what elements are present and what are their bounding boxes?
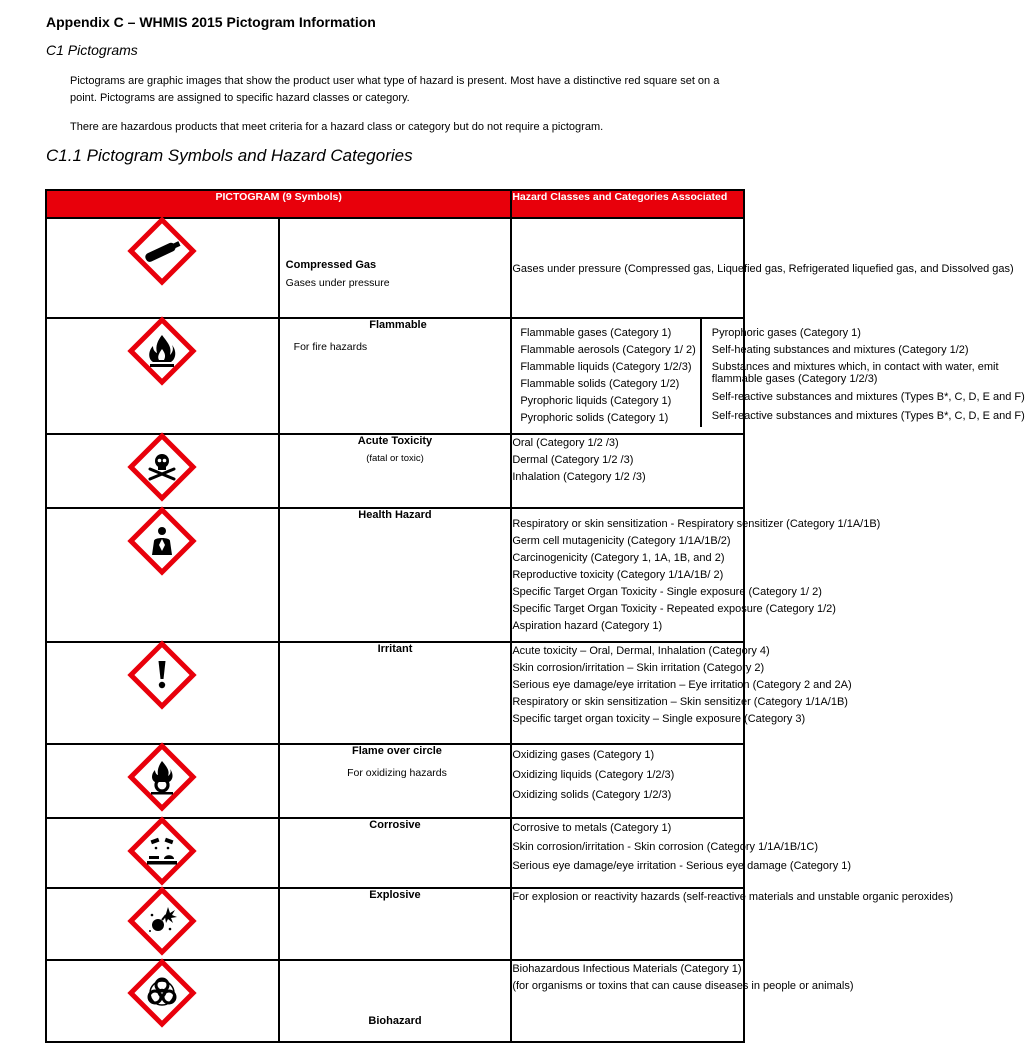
pictogram-name: Biohazard: [368, 1015, 422, 1027]
pictogram-subtitle: For fire hazards: [293, 341, 368, 353]
pictogram-name: Flame over circle: [352, 745, 442, 757]
pictogram-name-cell: [279, 960, 512, 1042]
hazard-category-line: Specific target organ toxicity – Single exposure (Category 3): [512, 713, 806, 725]
health-hazard-icon: [46, 508, 279, 642]
hazard-category-line: Serious eye damage/eye irritation – Eye irritation (Category 2 and 2A): [512, 679, 852, 691]
hazard-categories-cell: [511, 642, 852, 744]
pictogram-name: Acute Toxicity: [357, 435, 433, 447]
hazard-category-line: Acute toxicity – Oral, Dermal, Inhalation (Category 4): [512, 645, 770, 657]
hazard-category-line: Gases under pressure (Compressed gas, Liquefied gas, Refrigerated liquefied gas, and Dissolved gas): [512, 263, 1014, 275]
pictogram-name-cell: [279, 318, 512, 434]
hazard-category-line: Specific Target Organ Toxicity - Single exposure (Category 1/ 2): [512, 586, 822, 598]
table-row: [46, 888, 744, 960]
hazard-category-line: Germ cell mutagenicity (Category 1/1A/1B/2): [512, 535, 731, 547]
flame-over-circle-icon: [46, 744, 279, 818]
hazard-category-line: (for organisms or toxins that can cause diseases in people or animals): [512, 980, 854, 992]
corrosion-icon: [46, 818, 279, 888]
document-title: Appendix C – WHMIS 2015 Pictogram Information: [46, 14, 376, 30]
hazard-category-line: Skin corrosion/irritation – Skin irritation (Category 2): [512, 662, 765, 674]
table-row: [46, 960, 744, 1042]
hazard-category-line: Self-reactive substances and mixtures (Types B*, C, D, E and F): [711, 410, 1025, 422]
hazard-category-line: Aspiration hazard (Category 1): [512, 620, 663, 632]
hazard-category-line: Self-reactive substances and mixtures (Types B*, C, D, E and F): [711, 391, 1025, 403]
hazard-category-line: Corrosive to metals (Category 1): [512, 822, 672, 834]
table-row: [46, 218, 744, 318]
pictogram-name: Flammable: [369, 319, 427, 331]
hazard-category-line: Biohazardous Infectious Materials (Category 1): [512, 963, 742, 975]
table-row: [46, 642, 744, 744]
hazard-category-line: Self-heating substances and mixtures (Category 1/2): [711, 344, 969, 356]
header-pictogram: PICTOGRAM (9 Symbols): [46, 190, 511, 218]
table-row: [46, 818, 744, 888]
hazard-column-right: [702, 319, 1029, 427]
pictogram-name-cell: [279, 218, 512, 318]
gas-cylinder-icon: [46, 218, 279, 318]
hazard-category-line: Respiratory or skin sensitization – Skin sensitizer (Category 1/1A/1B): [512, 696, 848, 708]
hazard-categories-cell: [511, 744, 744, 818]
hazard-category-line: For explosion or reactivity hazards (self-reactive materials and unstable organic peroxides): [512, 891, 954, 903]
hazard-category-line: Oxidizing liquids (Category 1/2/3): [512, 769, 675, 781]
hazard-column-left: [512, 319, 701, 427]
flame-icon: [46, 318, 279, 434]
hazard-category-line: Flammable liquids (Category 1/2/3): [520, 361, 692, 373]
table-row: [46, 318, 744, 434]
hazard-category-line: Skin corrosion/irritation - Skin corrosion (Category 1/1A/1B/1C): [512, 841, 818, 853]
pictogram-subtitle: Gases under pressure: [285, 277, 390, 289]
section-heading-c1: C1 Pictograms: [46, 42, 138, 58]
header-hazard-classes: Hazard Classes and Categories Associated: [511, 190, 744, 218]
hazard-category-line: Reproductive toxicity (Category 1/1A/1B/ 2): [512, 569, 724, 581]
hazard-category-line: Oral (Category 1/2 /3): [512, 437, 619, 449]
pictogram-name: Corrosive: [369, 819, 421, 831]
table-row: [46, 508, 744, 642]
hazard-categories-cell: [511, 318, 1025, 434]
pictogram-name: Compressed Gas: [285, 259, 377, 271]
pictogram-name-cell: [279, 434, 512, 508]
pictogram-subtitle: (fatal or toxic): [366, 453, 424, 464]
hazard-category-line: Pyrophoric solids (Category 1): [520, 412, 669, 424]
exploding-bomb-icon: [46, 888, 279, 960]
note-paragraph: There are hazardous products that meet criteria for a hazard class or category but do not require a pictogram.: [70, 121, 604, 133]
pictogram-table: [45, 189, 1025, 1043]
skull-crossbones-icon: [46, 434, 279, 508]
section-heading-c1-1: C1.1 Pictogram Symbols and Hazard Categories: [46, 146, 413, 165]
hazard-categories-cell: [511, 888, 954, 960]
biohazard-icon: [46, 960, 279, 1042]
hazard-category-line: Pyrophoric liquids (Category 1): [520, 395, 672, 407]
hazard-categories-cell: [511, 218, 1014, 318]
table-row: [46, 744, 744, 818]
hazard-categories-cell: [511, 508, 881, 642]
hazard-category-line: Flammable gases (Category 1): [520, 327, 672, 339]
hazard-category-line: Serious eye damage/eye irritation - Serious eye damage (Category 1): [512, 860, 852, 872]
pictogram-name-cell: [279, 642, 512, 744]
pictogram-name-cell: [279, 888, 512, 960]
hazard-category-line: Oxidizing solids (Category 1/2/3): [512, 789, 672, 801]
hazard-categories-cell: [511, 818, 852, 888]
pictogram-name: Explosive: [369, 889, 421, 901]
exclamation-mark-icon: [46, 642, 279, 744]
hazard-category-line: Substances and mixtures which, in contact with water, emit flammable gases (Category 1/2/3): [711, 361, 999, 385]
hazard-categories-cell: [511, 960, 854, 1042]
hazard-categories-cell: [511, 434, 744, 508]
pictogram-subtitle: For oxidizing hazards: [347, 767, 447, 779]
hazard-category-line: Specific Target Organ Toxicity - Repeated exposure (Category 1/2): [512, 603, 836, 615]
pictogram-name: Health Hazard: [358, 509, 432, 521]
hazard-category-line: Dermal (Category 1/2 /3): [512, 454, 634, 466]
pictogram-name-cell: [279, 818, 512, 888]
table-header-row: [46, 190, 744, 218]
table-row: [46, 434, 744, 508]
hazard-category-line: Flammable solids (Category 1/2): [520, 378, 680, 390]
hazard-category-line: Inhalation (Category 1/2 /3): [512, 471, 646, 483]
intro-paragraph: Pictograms are graphic images that show the product user what type of hazard is present. Most have a distinctive red square set on a point. Pictograms are assigned to specific hazard classes or category.: [70, 75, 720, 104]
pictogram-name: Irritant: [377, 643, 413, 655]
hazard-category-line: Pyrophoric gases (Category 1): [711, 327, 861, 339]
hazard-category-line: Oxidizing gases (Category 1): [512, 749, 655, 761]
hazard-category-line: Carcinogenicity (Category 1, 1A, 1B, and 2): [512, 552, 725, 564]
hazard-category-line: Flammable aerosols (Category 1/ 2): [520, 344, 696, 356]
pictogram-name-cell: [279, 508, 512, 642]
hazard-category-line: Respiratory or skin sensitization - Respiratory sensitizer (Category 1/1A/1B): [512, 518, 881, 530]
pictogram-name-cell: [279, 744, 512, 818]
